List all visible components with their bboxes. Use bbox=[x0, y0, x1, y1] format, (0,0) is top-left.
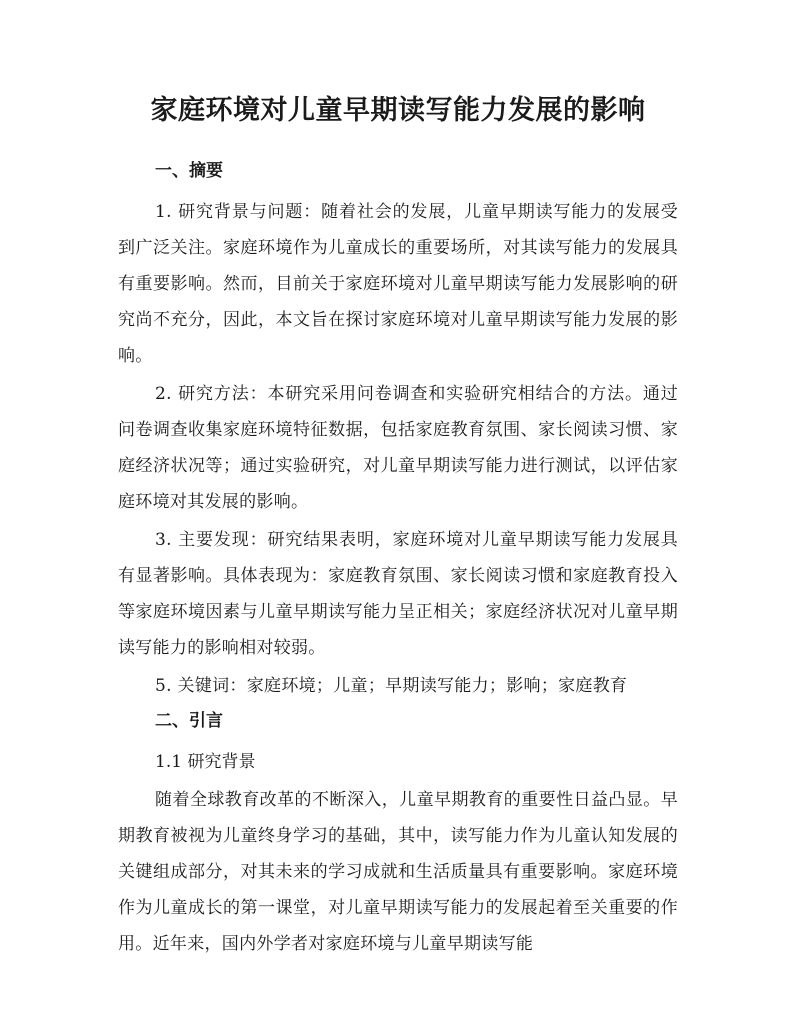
section-introduction bbox=[118, 706, 678, 962]
section-heading: 一、摘要 bbox=[155, 161, 223, 181]
subsection-heading: 1.1 研究背景 bbox=[155, 752, 256, 772]
paragraph-main-findings: 3. 主要发现：研究结果表明，家庭环境对儿童早期读写能力发展具有显著影响。具体表现为：家庭教育氛围、家长阅读习惯和家庭教育投入等家庭环境因素与儿童早期读写能力呈正相关；家庭经济状况对儿童早期读写能力的影响相对较弱。 bbox=[118, 530, 678, 658]
paragraph-research-method: 2. 研究方法：本研究采用问卷调查和实验研究相结合的方法。通过问卷调查收集家庭环境特征数据，包括家庭教育氛围、家长阅读习惯、家庭经济状况等；通过实验研究，对儿童早期读写能力进行测试，以评估家庭环境对其发展的影响。 bbox=[118, 384, 678, 512]
document-title: 家庭环境对儿童早期读写能力发展的影响 bbox=[150, 95, 646, 126]
paragraph-introduction-background: 随着全球教育改革的不断深入，儿童早期教育的重要性日益凸显。早期教育被视为儿童终身学习的基础，其中，读写能力作为儿童认知发展的关键组成部分，对其未来的学习成就和生活质量具有重要影响。家庭环境作为儿童成长的第一课堂，对儿童早期读写能力的发展起着至关重要的作用。近年来，国内外学者对家庭环境与儿童早期读写能 bbox=[118, 790, 678, 954]
section-abstract bbox=[118, 156, 678, 704]
paragraph-keywords: 5. 关键词：家庭环境；儿童；早期读写能力；影响；家庭教育 bbox=[155, 676, 628, 696]
document-page bbox=[118, 88, 678, 964]
paragraph-research-background: 1. 研究背景与问题：随着社会的发展，儿童早期读写能力的发展受到广泛关注。家庭环境作为儿童成长的重要场所，对其读写能力的发展具有重要影响。然而，目前关于家庭环境对儿童早期读写能力发展影响的研究尚不充分，因此，本文旨在探讨家庭环境对儿童早期读写能力发展的影响。 bbox=[118, 202, 678, 366]
section-heading: 二、引言 bbox=[155, 711, 223, 731]
